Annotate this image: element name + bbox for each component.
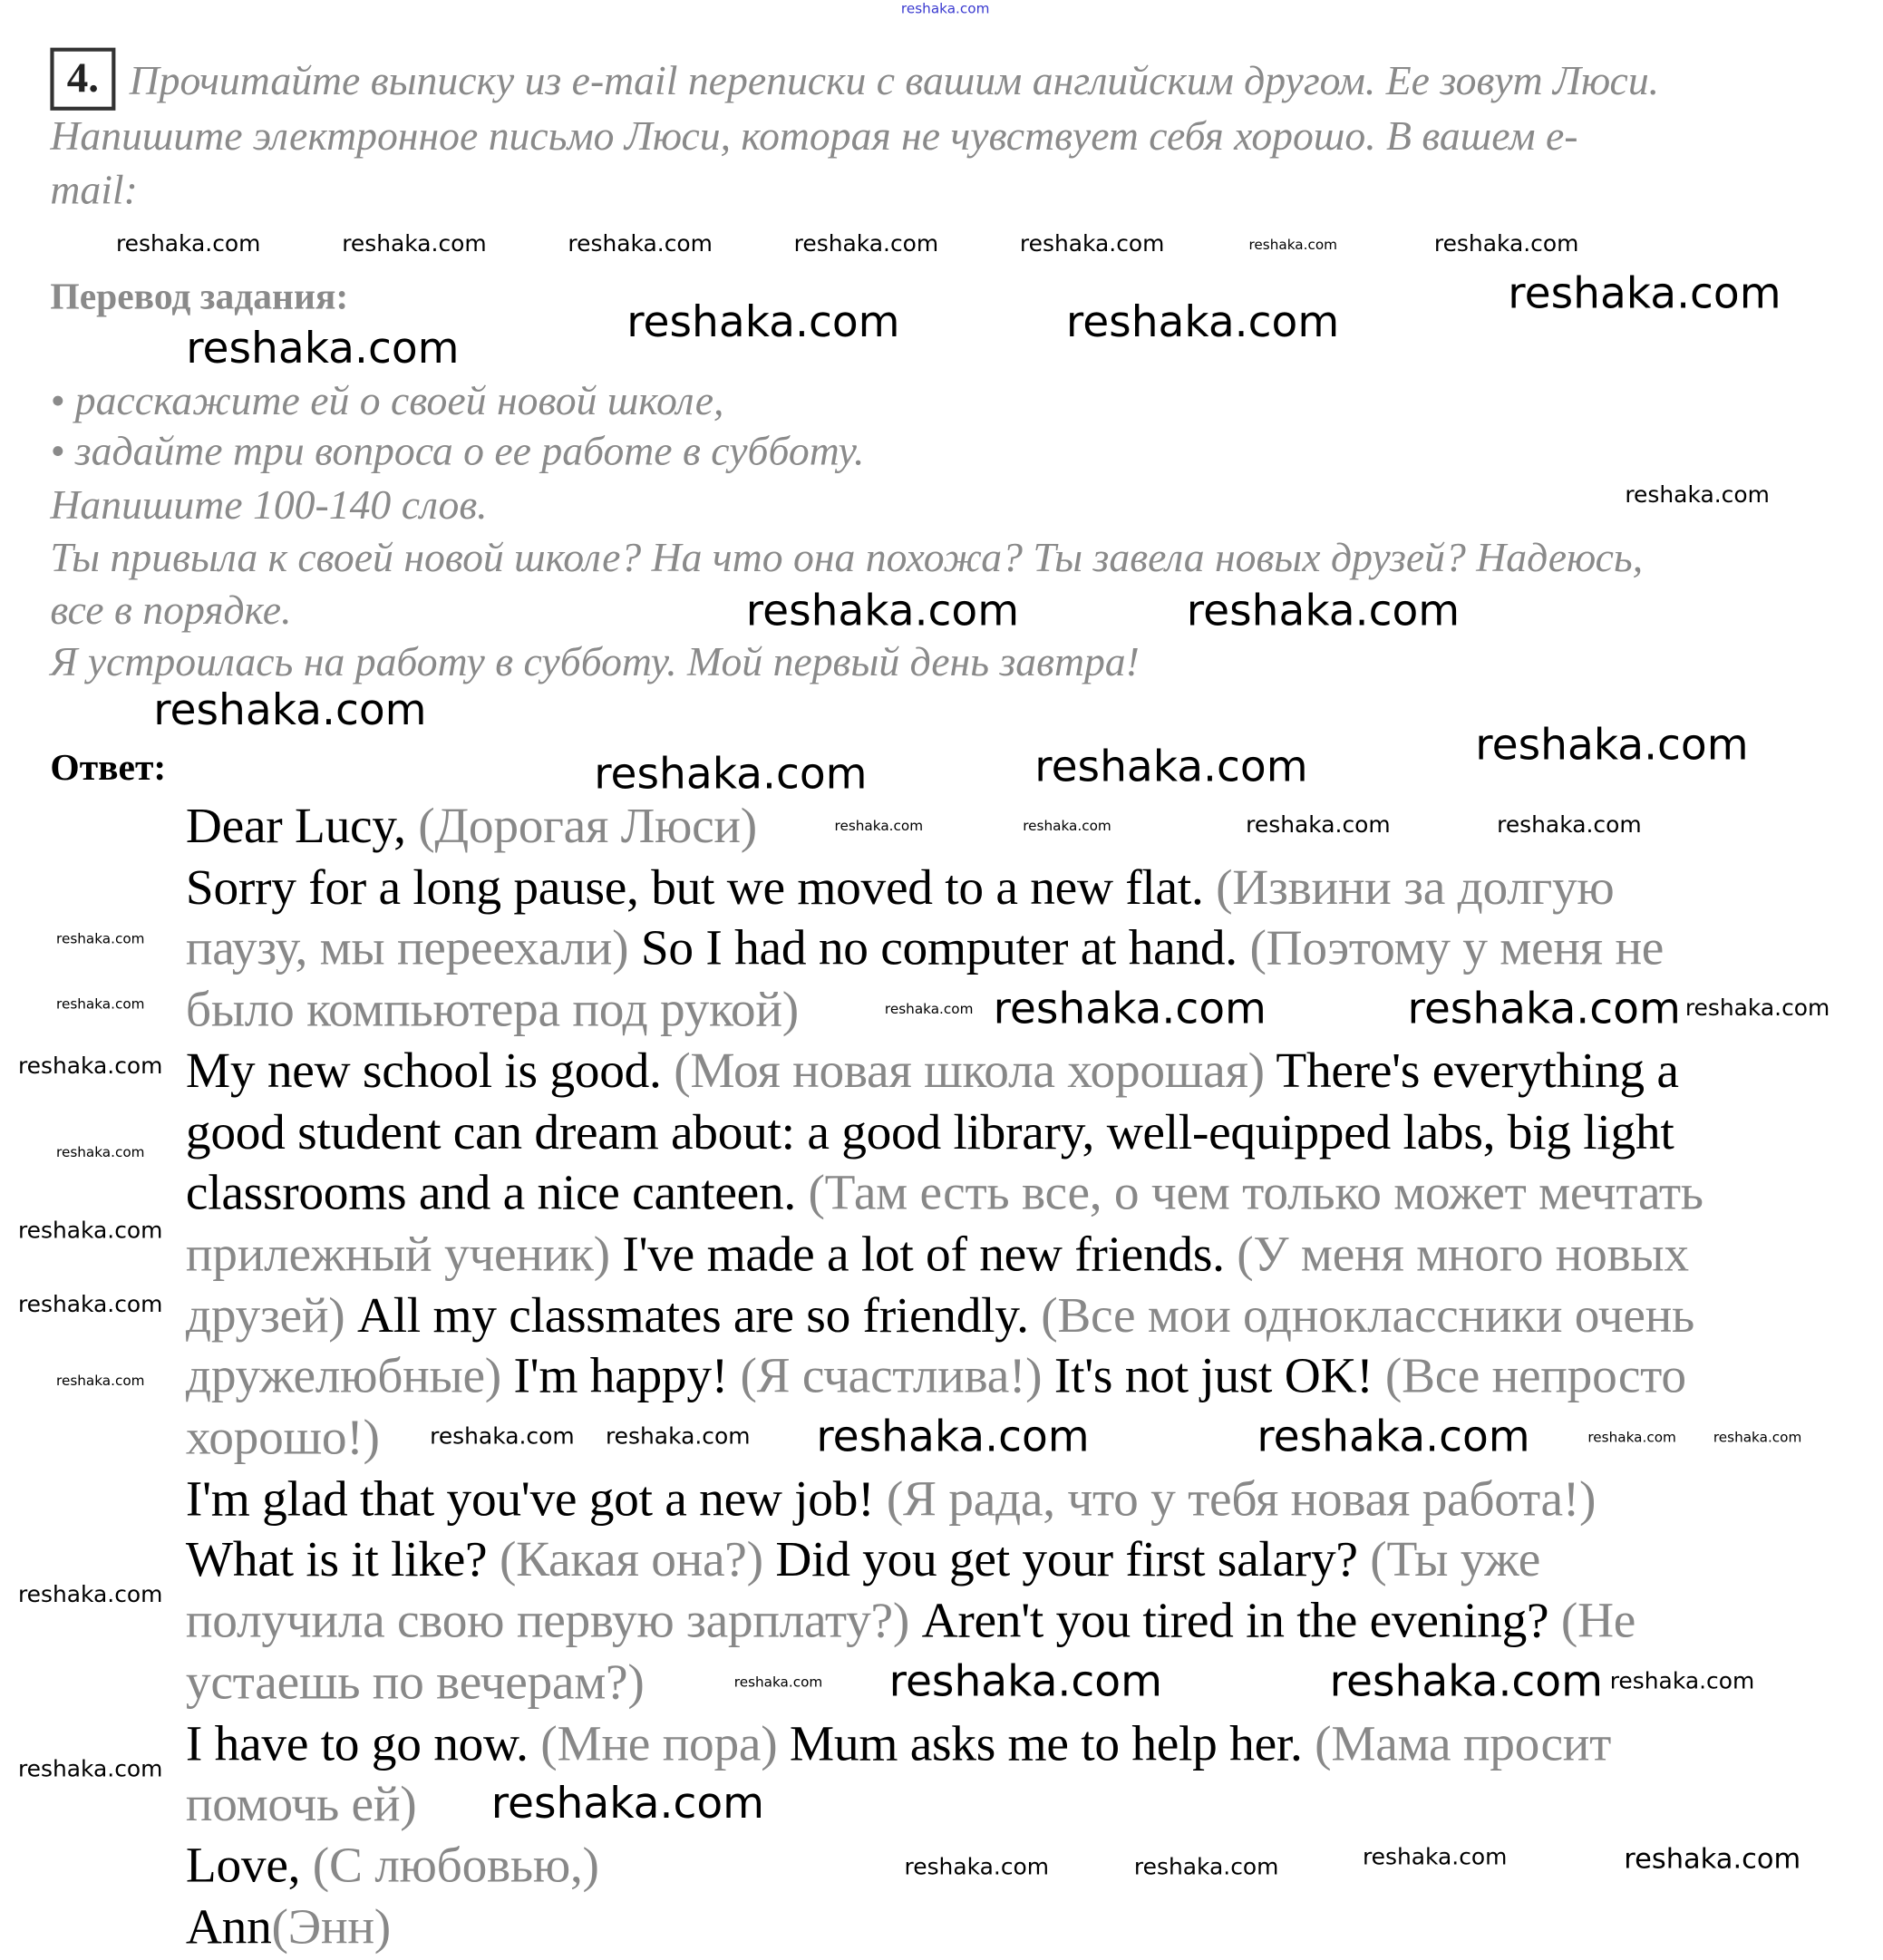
english-text: Ann (185, 1897, 272, 1955)
russian-translation: (Моя новая школа хорошая) (674, 1042, 1276, 1099)
watermark: reshaka.com (1065, 297, 1340, 348)
english-text: All my classmates are so friendly. (356, 1286, 1042, 1344)
russian-translation: (Мне пора) (540, 1713, 790, 1771)
russian-translation: (Дорогая Люси) (418, 797, 757, 854)
russian-translation: хорошо!) (185, 1408, 380, 1465)
russian-translation: было компьютера под рукой) (185, 980, 799, 1037)
answer-line (185, 1286, 1694, 1344)
watermark: reshaka.com (745, 586, 1020, 637)
watermark: reshaka.com (1433, 230, 1579, 257)
watermark: reshaka.com (17, 1581, 163, 1608)
answer-line (185, 1591, 1636, 1649)
answer-line (185, 1042, 1679, 1099)
english-text: I'm happy! (513, 1347, 741, 1404)
watermark: reshaka.com (793, 230, 939, 257)
russian-translation: помочь ей) (185, 1775, 417, 1832)
russian-translation: (Энн) (271, 1897, 391, 1955)
watermark: reshaka.com (17, 1756, 163, 1783)
english-text: classrooms and a nice canteen. (185, 1163, 809, 1221)
watermark: reshaka.com (56, 930, 145, 947)
answer-line (185, 1347, 1686, 1404)
watermark: reshaka.com (834, 818, 924, 835)
watermark: reshaka.com (17, 1291, 163, 1318)
russian-translation: (Какая она?) (499, 1530, 776, 1587)
watermark: reshaka.com (1019, 230, 1165, 257)
watermark: reshaka.com (993, 984, 1267, 1034)
watermark: reshaka.com (605, 1423, 751, 1451)
watermark: reshaka.com (626, 297, 900, 348)
watermark: reshaka.com (186, 324, 460, 374)
russian-translation: (Ты уже (1370, 1530, 1541, 1587)
translation-line: Ты привыла к своей новой школе? На что она похожа? Ты завела новых друзей? Надеюсь, (50, 536, 1644, 582)
answer-line (185, 1102, 1674, 1160)
english-text: I'm glad that you've got a new job! (185, 1470, 887, 1527)
watermark: reshaka.com (1023, 818, 1111, 835)
watermark: reshaka.com (1625, 481, 1770, 509)
watermark: reshaka.com (1257, 1412, 1530, 1463)
russian-translation: (Я рада, что у тебя новая работа!) (886, 1470, 1597, 1527)
watermark: reshaka.com (1475, 720, 1749, 771)
russian-translation: (С любовью,) (312, 1836, 599, 1893)
russian-translation: (Все непросто (1384, 1347, 1686, 1404)
russian-translation: прилежный ученик) (185, 1225, 623, 1282)
translation-line: Я устроилась на работу в субботу. Мой первый день завтра! (50, 640, 1140, 686)
answer-line (185, 1775, 417, 1832)
russian-translation: получила свою первую зарплату?) (185, 1591, 922, 1649)
answer-line (185, 1713, 1612, 1771)
watermark: reshaka.com (1497, 811, 1642, 839)
watermark: reshaka.com (17, 1218, 163, 1245)
watermark: reshaka.com (430, 1423, 575, 1451)
russian-translation: (Там есть все, о чем только может мечтать (808, 1163, 1703, 1221)
english-text: It's not just OK! (1053, 1347, 1385, 1404)
watermark: reshaka.com (1508, 268, 1781, 319)
english-text: I have to go now. (185, 1713, 541, 1771)
watermark: reshaka.com (1587, 1429, 1676, 1446)
watermark: reshaka.com (1609, 1668, 1755, 1695)
english-text: There's everything a (1276, 1042, 1679, 1099)
answer-line (185, 858, 1615, 916)
russian-translation: (Не (1560, 1591, 1636, 1649)
answer-line (185, 980, 799, 1037)
english-text: I've made a lot of new friends. (622, 1225, 1238, 1282)
translation-line: все в порядке. (50, 588, 292, 635)
answer-line (185, 1530, 1541, 1587)
watermark: reshaka.com (153, 685, 427, 736)
russian-translation: устаешь по вечерам?) (185, 1653, 645, 1710)
watermark: reshaka.com (884, 1001, 974, 1018)
english-text: Love, (185, 1836, 313, 1893)
watermark: reshaka.com (816, 1412, 1090, 1463)
russian-translation: друзей) (185, 1286, 357, 1344)
task-line: mail: (50, 168, 138, 214)
russian-translation: (Мама просит (1315, 1713, 1612, 1771)
watermark: reshaka.com (17, 1053, 163, 1080)
russian-translation: (Поэтому у меня не (1249, 919, 1665, 976)
watermark: reshaka.com (904, 1854, 1050, 1881)
watermark: reshaka.com (594, 749, 868, 800)
watermark: reshaka.com (1329, 1656, 1603, 1708)
watermark: reshaka.com (1362, 1844, 1508, 1871)
answer-line (185, 1163, 1703, 1221)
answer-line (185, 1408, 380, 1465)
english-text: Did you get your first salary? (775, 1530, 1371, 1587)
watermark: reshaka.com (1034, 742, 1308, 792)
watermark: reshaka.com (1713, 1429, 1802, 1446)
russian-translation: (У меня много новых (1237, 1225, 1689, 1282)
answer-line (185, 797, 757, 854)
watermark: reshaka.com (490, 1779, 765, 1829)
answer-heading: Ответ: (50, 746, 167, 789)
watermark: reshaka.com (1186, 586, 1461, 637)
english-text: good student can dream about: a good library, well-equipped labs, big light (185, 1102, 1674, 1160)
task-line: Прочитайте выписку из e-mail переписки с вашим английским другом. Ее зовут Люси. (129, 59, 1660, 104)
answer-line (185, 1470, 1597, 1527)
watermark: reshaka.com (1624, 1844, 1801, 1876)
russian-translation: дружелюбные) (185, 1347, 514, 1404)
watermark: reshaka.com (1133, 1854, 1279, 1881)
watermark: reshaka.com (342, 230, 487, 257)
english-text: Dear Lucy, (185, 797, 419, 854)
watermark: reshaka.com (56, 995, 145, 1013)
watermark: reshaka.com (56, 1144, 145, 1161)
english-text: My new school is good. (185, 1042, 675, 1099)
task-line: Напишите электронное письмо Люси, которая не чувствует себя хорошо. В вашем e- (50, 114, 1578, 160)
translation-line: • расскажите ей о своей новой школе, (50, 379, 724, 425)
translation-line: Напишите 100-140 слов. (50, 483, 488, 529)
watermark: reshaka.com (568, 230, 713, 257)
english-text: So I had no computer at hand. (640, 919, 1250, 976)
english-text: Sorry for a long pause, but we moved to a new flat. (185, 858, 1217, 916)
answer-line (185, 1836, 599, 1893)
russian-translation: паузу, мы переехали) (185, 919, 641, 976)
answer-line (185, 1653, 645, 1710)
translation-line: • задайте три вопроса о ее работе в субботу. (50, 429, 865, 475)
answer-line (185, 919, 1665, 976)
watermark: reshaka.com (1684, 995, 1830, 1023)
watermark: reshaka.com (733, 1674, 823, 1691)
watermark: reshaka.com (1248, 237, 1337, 254)
translation-heading: Перевод задания: (50, 276, 349, 318)
watermark[interactable]: reshaka.com (900, 0, 990, 17)
russian-translation: (Я счастлива!) (740, 1347, 1054, 1404)
russian-translation: (Все мои одноклассники очень (1041, 1286, 1694, 1344)
watermark: reshaka.com (1246, 811, 1391, 839)
answer-line (185, 1225, 1689, 1282)
watermark: reshaka.com (115, 230, 261, 257)
english-text: What is it like? (185, 1530, 500, 1587)
answer-line (185, 1897, 391, 1955)
english-text: Aren't you tired in the evening? (921, 1591, 1561, 1649)
russian-translation: (Извини за долгую (1216, 858, 1615, 916)
watermark: reshaka.com (1407, 984, 1681, 1034)
watermark: reshaka.com (56, 1373, 145, 1390)
watermark: reshaka.com (888, 1656, 1162, 1708)
english-text: Mum asks me to help her. (789, 1713, 1315, 1771)
task-number: 4. (50, 48, 115, 111)
